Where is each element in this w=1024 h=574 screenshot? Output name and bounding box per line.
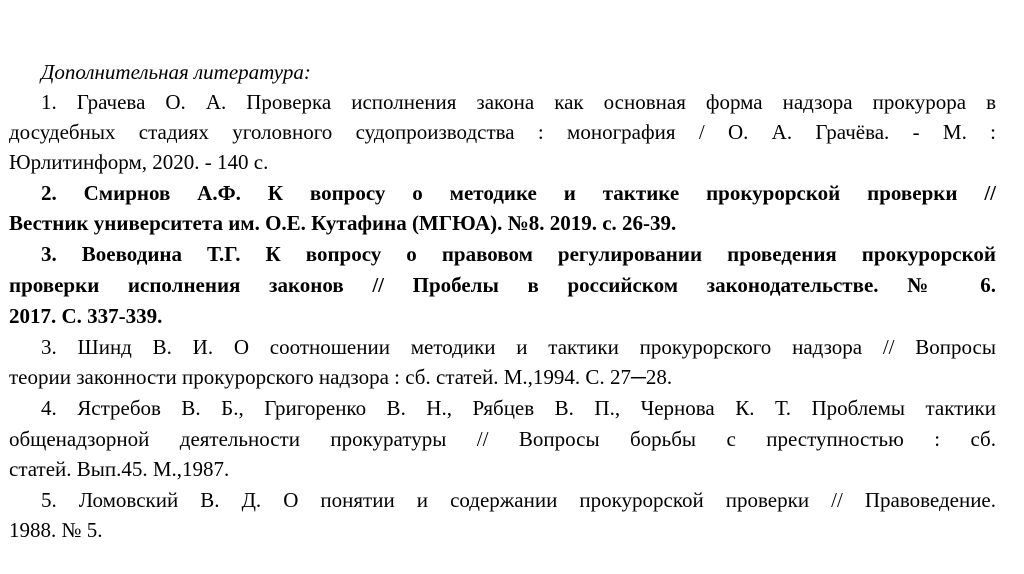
heading: Дополнительная литература: [41,60,311,84]
entry-5-line-1: 4. Ястребов В. Б., Григоренко В. Н., Рябцев В. П., Чернова К. Т. Проблемы тактики [41,396,996,420]
entry-1-line-2: досудебных стадиях уголовного судопроизводства : монография / О. А. Грачёва. - М. : [9,120,996,144]
entry-5-line-2: общенадзорной деятельности прокуратуры // Вопросы борьбы с преступностью : сб. [9,427,996,451]
entry-1-line-3: Юрлитинформ, 2020. - 140 с. [9,150,269,174]
entry-2-line-2: Вестник университета им. О.Е. Кутафина (МГЮА). №8. 2019. с. 26-39. [9,211,677,235]
entry-6-line-2: 1988. № 5. [9,518,103,542]
entry-2-line-1: 2. Смирнов А.Ф. К вопросу о методике и тактике прокурорской проверки // [41,181,996,205]
entry-4-line-2: теории законности прокурорского надзора : сб. статей. М.,1994. С. 27─28. [9,365,673,389]
entry-4-line-1: 3. Шинд В. И. О соотношении методики и тактики прокурорского надзора // Вопросы [41,335,996,359]
entry-3-line-2: проверки исполнения законов // Пробелы в российском законодательстве. № 6. [9,273,996,297]
entry-3-line-1: 3. Воеводина Т.Г. К вопросу о правовом регулировании проведения прокурорской [41,242,996,266]
entry-6-line-1: 5. Ломовский В. Д. О понятии и содержании прокурорской проверки // Правоведение. [41,488,996,512]
entry-5-line-3: статей. Вып.45. М.,1987. [9,457,230,481]
entry-3-line-3: 2017. С. 337-339. [9,304,163,328]
entry-1-line-1: 1. Грачева О. А. Проверка исполнения закона как основная форма надзора прокурора в [41,90,996,114]
